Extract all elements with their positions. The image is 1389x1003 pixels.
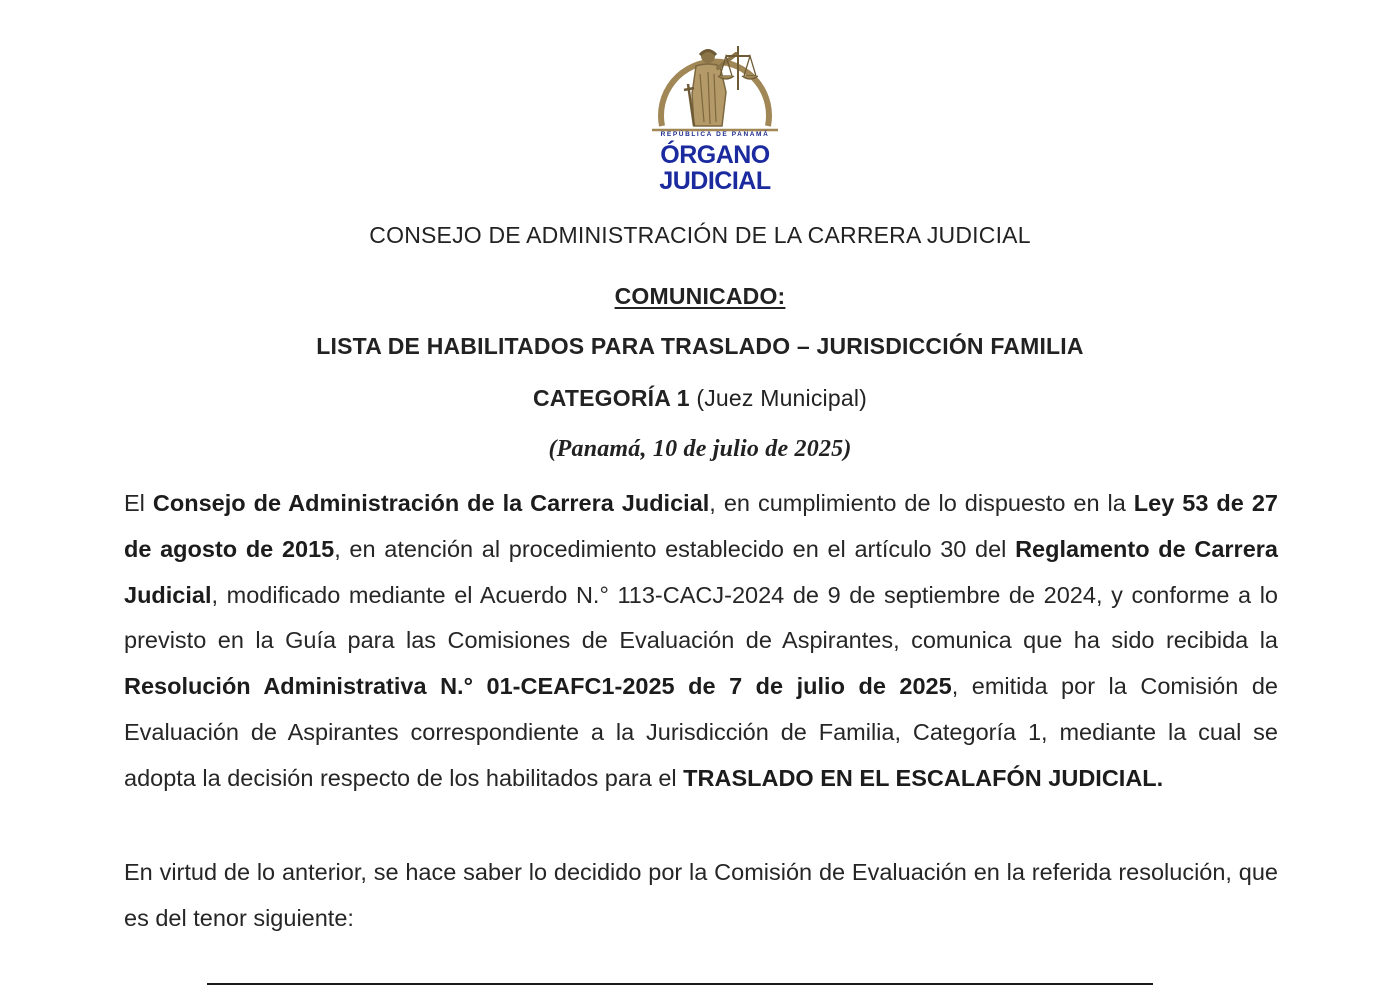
p1-text-1: El — [124, 490, 153, 516]
logo-word-judicial: JUDICIAL — [659, 167, 771, 195]
category-bold: CATEGORÍA 1 — [532, 385, 690, 411]
p1-text-5: , emitida por la Comisión de Evaluación de Aspirantes correspondiente a la Jurisdicción de Familia, Categoría 1, mediante la cual se adopta la decisión respecto de los habilitados para el — [124, 673, 1278, 791]
council-heading: CONSEJO DE ADMINISTRACIÓN DE LA CARRERA JUDICIAL — [369, 222, 1031, 248]
date-line: (Panamá, 10 de julio de 2025) — [548, 436, 852, 462]
body-paragraph-1 — [124, 481, 1278, 802]
p1-text-4: , modificado mediante el Acuerdo N.° 113-CACJ-2024 de 9 de septiembre de 2024, y conforme a lo previsto en la Guía para las Comisiones de Evaluación de Aspirantes, comunica que ha sido recibida la — [124, 581, 1278, 654]
lady-justice-seal-icon — [648, 34, 782, 134]
comunicado-text: COMUNICADO: — [614, 283, 786, 309]
category-rest: (Juez Municipal) — [689, 385, 868, 411]
category-line — [0, 385, 1389, 412]
body-paragraph-2: En virtud de lo anterior, se hace saber lo decidido por la Comisión de Evaluación en la referida resolución, que es del tenor siguiente: — [124, 859, 1278, 931]
p1-bold-1: Consejo de Administración de la Carrera Judicial — [152, 490, 710, 516]
logo-word-organo: ÓRGANO — [660, 141, 770, 169]
organo-judicial-logo — [648, 34, 782, 198]
horizontal-rule — [207, 983, 1153, 985]
logo-republic-text: REPÚBLICA DE PANAMÁ — [660, 131, 770, 138]
list-title: LISTA DE HABILITADOS PARA TRASLADO – JURISDICCIÓN FAMILIA — [316, 333, 1084, 359]
comunicado-heading — [0, 283, 1389, 310]
p1-bold-3: Reglamento de Carrera Judicial — [124, 535, 1278, 608]
p1-bold-2: Ley 53 de 27 de agosto de 2015 — [124, 490, 1278, 562]
p1-bold-4: Resolución Administrativa N.° 01-CEAFC1-2025 de 7 de julio de 2025 — [124, 673, 952, 700]
p1-text-2: , en cumplimiento de lo dispuesto en la — [709, 490, 1134, 516]
p1-bold-5: TRASLADO EN EL ESCALAFÓN JUDICIAL. — [683, 764, 1164, 791]
p1-text-3: , en atención al procedimiento establecido en el artículo 30 del — [334, 535, 1016, 562]
